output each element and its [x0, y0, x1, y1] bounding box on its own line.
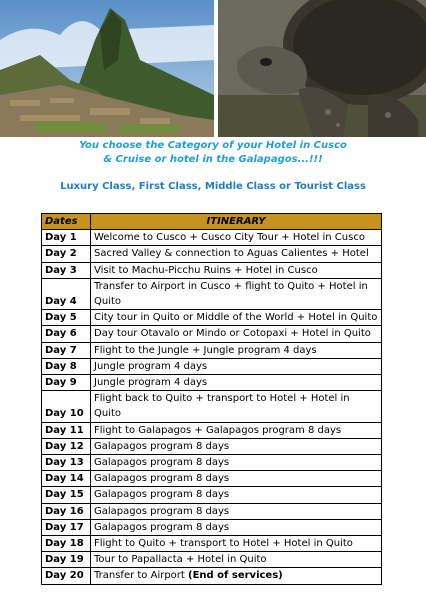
- row-day: Day 17: [42, 519, 91, 535]
- row-day: Day 7: [42, 342, 91, 358]
- table-row: [42, 536, 382, 552]
- row-itinerary: [91, 262, 382, 278]
- row-itinerary: [91, 455, 382, 471]
- table-row: [42, 487, 382, 503]
- table-row: [42, 246, 382, 262]
- table-row: [42, 358, 382, 374]
- galapagos-tortoise-photo: [218, 0, 426, 137]
- row-itinerary: [91, 503, 382, 519]
- row-day: Day 9: [42, 375, 91, 391]
- row-day: Day 3: [42, 262, 91, 278]
- row-day: Day 14: [42, 471, 91, 487]
- row-itinerary: [91, 278, 382, 309]
- row-itinerary-text: Flight to Galapagos + Galapagos program 8 days: [94, 424, 342, 436]
- hotel-classes: Luxury Class, First Class, Middle Class or Tourist Class: [60, 181, 366, 192]
- row-itinerary-text: Welcome to Cusco + Cusco City Tour + Hotel in Cusco: [94, 232, 365, 244]
- row-day: Day 10: [42, 391, 91, 422]
- table-row: [42, 342, 382, 358]
- row-itinerary-text: Flight to Quito + transport to Hotel + Hotel in Quito: [94, 538, 353, 550]
- row-itinerary: [91, 471, 382, 487]
- itinerary-table: [41, 213, 382, 585]
- row-itinerary: [91, 375, 382, 391]
- row-day: Day 6: [42, 326, 91, 342]
- row-itinerary: [91, 391, 382, 422]
- tagline-line-1: You choose the Category of your Hotel in Cusco: [79, 140, 347, 151]
- row-day: Day 20: [42, 568, 91, 584]
- row-itinerary: [91, 438, 382, 454]
- row-itinerary: [91, 422, 382, 438]
- table-row: [42, 391, 382, 422]
- row-day: Day 19: [42, 552, 91, 568]
- header-dates: Dates: [42, 214, 91, 230]
- table-row: [42, 438, 382, 454]
- table-header-row: [42, 214, 382, 230]
- table-row: [42, 375, 382, 391]
- header-itinerary: ITINERARY: [91, 214, 382, 230]
- table-row: [42, 422, 382, 438]
- row-day: Day 2: [42, 246, 91, 262]
- row-itinerary: [91, 310, 382, 326]
- row-day: Day 12: [42, 438, 91, 454]
- row-day: Day 18: [42, 536, 91, 552]
- row-day: Day 16: [42, 503, 91, 519]
- row-itinerary-text: Flight to the Jungle + Jungle program 4 days: [94, 344, 317, 356]
- row-itinerary-text: Tour to Papallacta + Hotel in Quito: [94, 554, 267, 566]
- row-day: Day 11: [42, 422, 91, 438]
- row-itinerary-text: Galapagos program 8 days: [94, 505, 230, 517]
- tagline-line-2: & Cruise or hotel in the Galapagos...!!!: [103, 154, 323, 165]
- row-itinerary: [91, 536, 382, 552]
- row-itinerary: [91, 487, 382, 503]
- header-photos: [0, 0, 426, 137]
- row-itinerary-text: Jungle program 4 days: [94, 360, 208, 372]
- row-day: Day 15: [42, 487, 91, 503]
- row-day: Day 5: [42, 310, 91, 326]
- table-row: [42, 326, 382, 342]
- machu-picchu-photo: [0, 0, 214, 137]
- row-itinerary: [91, 519, 382, 535]
- table-row: [42, 310, 382, 326]
- table-row: [42, 262, 382, 278]
- row-itinerary: [91, 326, 382, 342]
- row-itinerary-text: Galapagos program 8 days: [94, 521, 230, 533]
- row-itinerary-text: Visit to Machu-Picchu Ruins + Hotel in Cusco: [94, 264, 318, 276]
- row-itinerary-text: City tour in Quito or Middle of the World + Hotel in Quito: [94, 312, 378, 324]
- row-itinerary: [91, 342, 382, 358]
- row-itinerary: [91, 246, 382, 262]
- row-day: Day 8: [42, 358, 91, 374]
- table-row: [42, 471, 382, 487]
- table-row: [42, 519, 382, 535]
- table-row: [42, 455, 382, 471]
- row-itinerary-text: Sacred Valley & connection to Aguas Calientes + Hotel: [94, 248, 369, 260]
- row-itinerary-text: Transfer to Airport in Cusco + flight to Quito + Hotel in Quito: [94, 280, 368, 308]
- table-row: [42, 503, 382, 519]
- row-itinerary: [91, 552, 382, 568]
- row-itinerary-text: Day tour Otavalo or Mindo or Cotopaxi + Hotel in Quito: [94, 328, 371, 340]
- row-itinerary-text: Transfer to Airport: [94, 570, 189, 582]
- row-day: Day 1: [42, 230, 91, 246]
- row-itinerary-text: Galapagos program 8 days: [94, 440, 230, 452]
- row-itinerary: [91, 230, 382, 246]
- row-day: Day 13: [42, 455, 91, 471]
- row-itinerary-text: Galapagos program 8 days: [94, 489, 230, 501]
- row-day: Day 4: [42, 278, 91, 309]
- table-row: [42, 278, 382, 309]
- table-row: [42, 552, 382, 568]
- table-row: [42, 230, 382, 246]
- row-itinerary: [91, 568, 382, 584]
- row-itinerary-text: Galapagos program 8 days: [94, 457, 230, 469]
- row-itinerary-note: (End of services): [188, 570, 283, 582]
- row-itinerary-text: Flight back to Quito + transport to Hotel + Hotel in Quito: [94, 393, 350, 420]
- row-itinerary-text: Galapagos program 8 days: [94, 473, 230, 485]
- row-itinerary: [91, 358, 382, 374]
- table-row: [42, 568, 382, 584]
- row-itinerary-text: Jungle program 4 days: [94, 377, 208, 389]
